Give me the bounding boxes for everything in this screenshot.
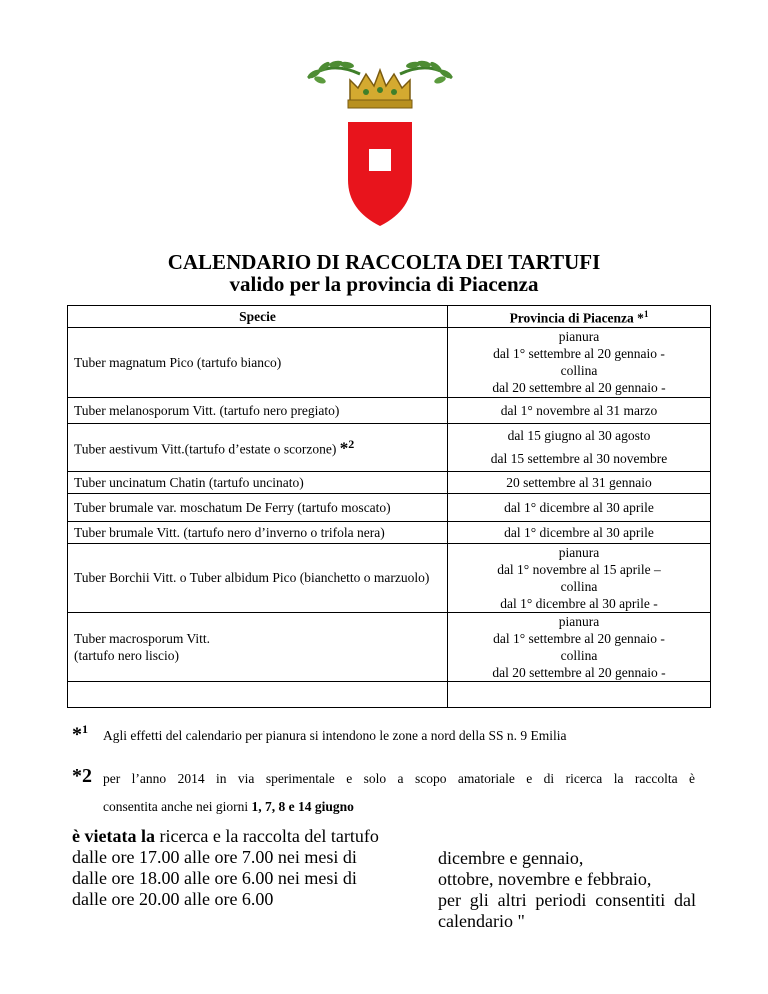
footnote-2-marker: *2 — [72, 765, 92, 787]
table-row — [68, 521, 711, 543]
table-row — [68, 327, 711, 397]
footnote-2-text: per l’anno 2014 in via sperimentale e solo a scopo amatoriale e di ricerca la raccolta è — [103, 771, 695, 786]
periodo-cell: pianura dal 1° settembre al 20 gennaio - collina dal 20 settembre al 20 gennaio - — [448, 327, 711, 397]
truffle-calendar-table — [67, 305, 711, 708]
header-provincia: Provincia di Piacenza *$^1$ — [448, 306, 711, 328]
empty-cell — [448, 681, 711, 707]
specie-cell: Tuber melanosporum Vitt. (tartufo nero pregiato) — [68, 397, 448, 423]
prohibition-period: per gli altri periodi consentiti dal — [438, 890, 696, 910]
empty-cell — [68, 681, 448, 707]
document-title: CALENDARIO DI RACCOLTA DEI TARTUFI — [167, 250, 601, 274]
document-subtitle: valido per la provincia di Piacenza — [229, 272, 539, 296]
periodo-cell: pianura dal 1° novembre al 15 aprile – collina dal 1° dicembre al 30 aprile - — [448, 543, 711, 612]
specie-cell: Tuber Borchii Vitt. o Tuber albidum Pico (bianchetto o marzuolo) — [68, 543, 448, 612]
table-row — [68, 471, 711, 493]
periodo-cell: 20 settembre al 31 gennaio — [448, 471, 711, 493]
periodo-cell: dal 1° novembre al 31 marzo — [448, 397, 711, 423]
prohibition-line: dalle ore 18.00 alle ore 6.00 nei mesi di — [72, 868, 357, 888]
table-row — [68, 397, 711, 423]
province-coat-of-arms — [300, 40, 460, 230]
table-row — [68, 493, 711, 521]
specie-cell: Tuber brumale Vitt. (tartufo nero d’inverno o trifola nera) — [68, 521, 448, 543]
prohibition-right-block — [438, 848, 696, 932]
table-row — [68, 423, 711, 471]
shield-icon — [348, 122, 412, 226]
periodo-cell: dal 1° dicembre al 30 aprile — [448, 521, 711, 543]
footnote-2-continuation: consentita anche nei giorni 1, 7, 8 e 14 giugno — [103, 799, 354, 814]
prohibition-line: dalle ore 17.00 alle ore 7.00 nei mesi di — [72, 847, 357, 867]
table-row — [68, 543, 711, 612]
specie-cell: Tuber brumale var. moschatum De Ferry (tartufo moscato) — [68, 493, 448, 521]
prohibition-period: calendario " — [438, 911, 525, 931]
periodo-cell: dal 15 giugno al 30 agosto dal 15 settembre al 30 novembre — [448, 423, 711, 471]
header-specie: Specie — [68, 306, 448, 328]
prohibition-left-block — [72, 826, 402, 910]
footnote-1-marker: *$^1$ — [72, 722, 88, 746]
prohibition-lead: è vietata la ricerca e la raccolta del tartufo — [72, 826, 379, 846]
prohibition-period: dicembre e gennaio, — [438, 848, 584, 868]
footnote-1-text: Agli effetti del calendario per pianura si intendono le zone a nord della SS n. 9 Emilia — [103, 728, 567, 743]
specie-cell: Tuber macrosporum Vitt. (tartufo nero liscio) — [68, 612, 448, 681]
table-row — [68, 612, 711, 681]
specie-cell: Tuber magnatum Pico (tartufo bianco) — [68, 327, 448, 397]
periodo-cell: pianura dal 1° settembre al 20 gennaio - collina dal 20 settembre al 20 gennaio - — [448, 612, 711, 681]
table-header-row — [68, 306, 711, 328]
table-row-empty — [68, 681, 711, 707]
crown-icon — [348, 70, 412, 108]
periodo-cell: dal 1° dicembre al 30 aprile — [448, 493, 711, 521]
specie-cell: Tuber aestivum Vitt.(tartufo d’estate o scorzone) *2 — [68, 423, 448, 471]
specie-cell: Tuber uncinatum Chatin (tartufo uncinato) — [68, 471, 448, 493]
prohibition-line: dalle ore 20.00 alle ore 6.00 — [72, 889, 274, 909]
prohibition-period: ottobre, novembre e febbraio, — [438, 869, 652, 889]
